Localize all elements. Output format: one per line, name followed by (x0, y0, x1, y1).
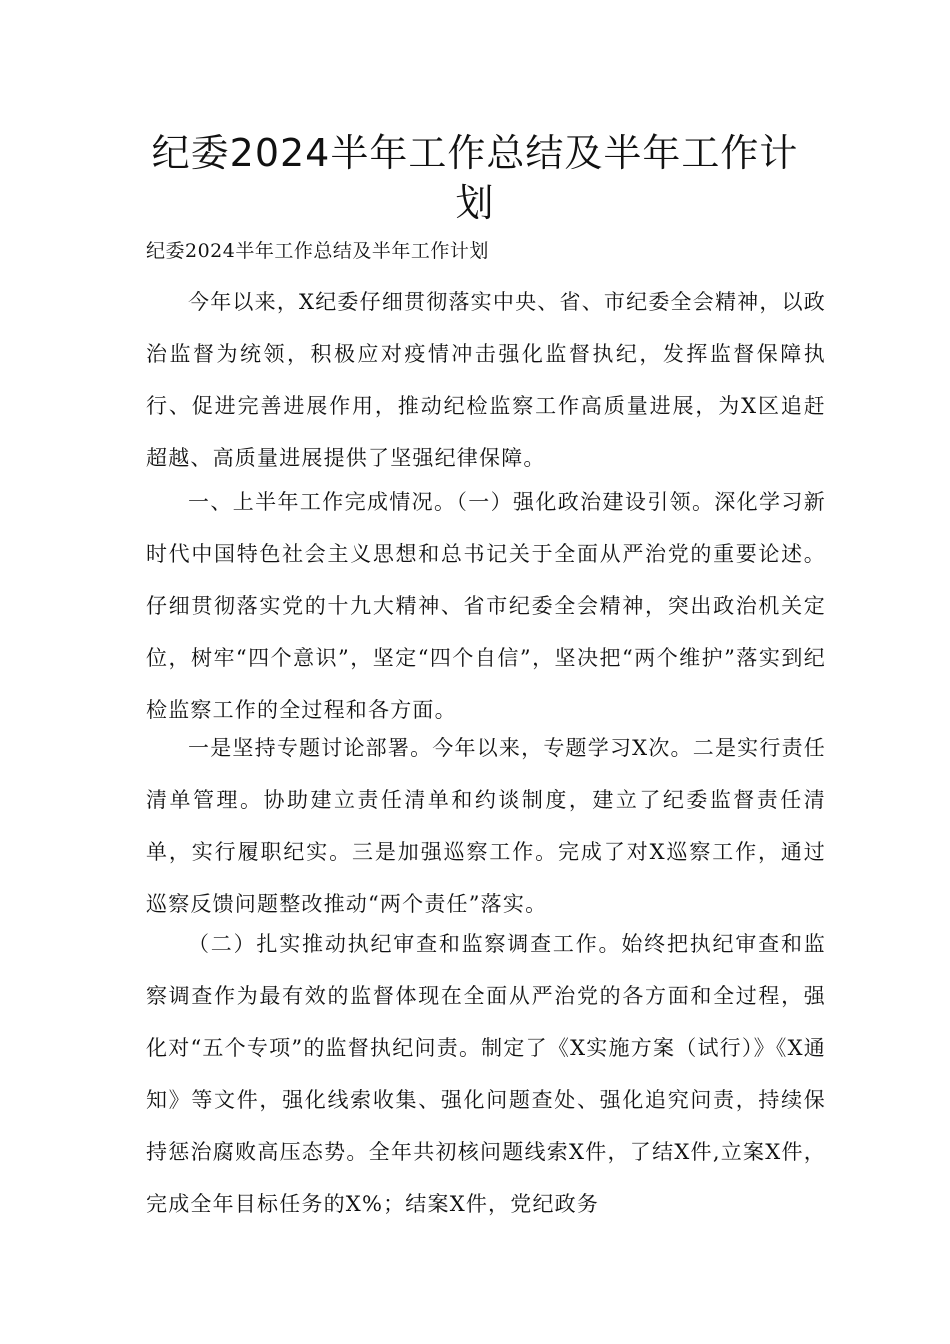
paragraph-section-2: （二）扎实推动执纪审查和监察调查工作。始终把执纪审查和监察调查作为最有效的监督体现在全面从严治党的各方面和全过程，强化对“五个专项”的监督执纪问责。制定了《X实施方案（试行）》《X通知》等文件，强化线索收集、强化问题查处、强化追究问责，持续保持惩治腐败高压态势。全年共初核问题线索X件，了结X件,立案X件，完成全年目标任务的X%；结案X件，党纪政务 (146, 932, 826, 1216)
paragraph-section-1: 一、上半年工作完成情况。（一）强化政治建设引领。深化学习新时代中国特色社会主义思想和总书记关于全面从严治党的重要论述。仔细贯彻落实党的十九大精神、省市纪委全会精神，突出政治机关定位，树牢“四个意识”，坚定“四个自信”，坚决把“两个维护”落实到纪检监察工作的全过程和各方面。 (146, 490, 826, 722)
title-line-1: 纪委2024半年工作总结及半年工作计 (151, 131, 799, 175)
paragraph-intro: 今年以来，X纪委仔细贯彻落实中央、省、市纪委全会精神，以政治监督为统领，积极应对疫情冲击强化监督执纪，发挥监督保障执行、促进完善进展作用，推动纪检监察工作高质量进展，为X区追赶超越、高质量进展提供了坚强纪律保障。 (146, 290, 826, 470)
document-title (120, 128, 830, 228)
paragraph-measures: 一是坚持专题讨论部署。今年以来，专题学习X次。二是实行责任清单管理。协助建立责任清单和约谈制度，建立了纪委监督责任清单，实行履职纪实。三是加强巡察工作。完成了对X巡察工作，通过巡察反馈问题整改推动“两个责任”落实。 (146, 736, 826, 916)
document-subtitle: 纪委2024半年工作总结及半年工作计划 (146, 240, 489, 262)
title-line-2: 划 (455, 181, 495, 225)
